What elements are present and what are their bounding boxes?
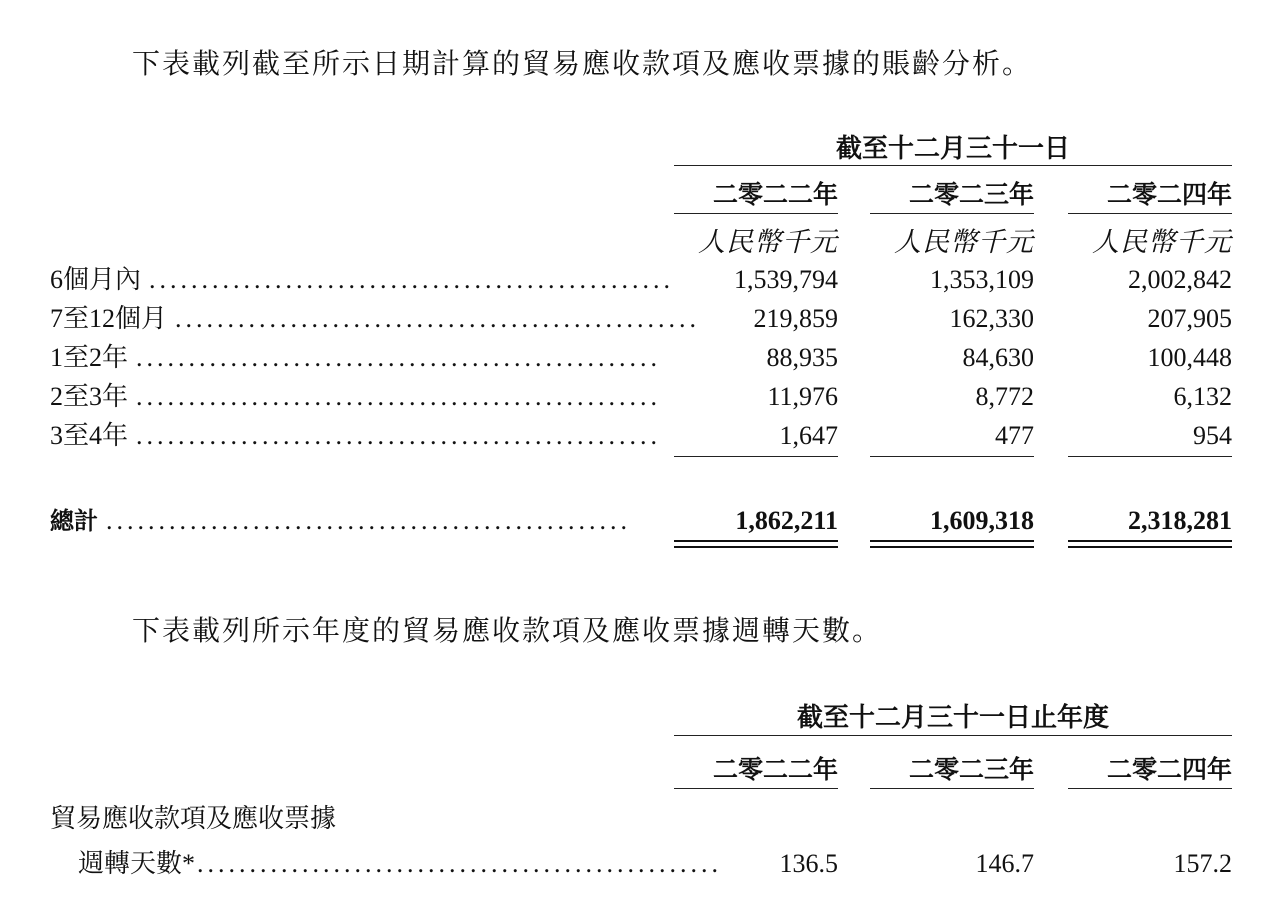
leader-dots: .................................................. xyxy=(136,421,662,450)
cell-2023: 84,630 xyxy=(962,343,1034,372)
year-rule xyxy=(1068,213,1232,214)
aging-year-2023: 二零二三年 xyxy=(908,180,1034,209)
total-2024: 2,318,281 xyxy=(1128,506,1232,535)
cell-2023: 162,330 xyxy=(949,304,1034,333)
aging-header-rule xyxy=(674,165,1232,166)
aging-year-2024: 二零二四年 xyxy=(1106,180,1232,209)
turnover-label-row xyxy=(50,801,1234,839)
total-label: 總計 xyxy=(50,507,106,535)
total-2023: 1,609,318 xyxy=(930,506,1034,535)
cell-2024: 207,905 xyxy=(1147,304,1232,333)
subtotal-rule xyxy=(870,456,1034,457)
row-label: 1至2年 xyxy=(50,343,136,372)
year-rule xyxy=(674,788,838,789)
turnover-intro-text: 下表載列所示年度的貿易應收款項及應收票據週轉天數。 xyxy=(132,616,883,647)
cell-2023: 1,353,109 xyxy=(930,265,1034,294)
year-rule xyxy=(674,213,838,214)
cell-2022: 219,859 xyxy=(753,304,838,333)
subtotal-rule xyxy=(674,456,838,457)
turnover-period-header: 截至十二月三十一日止年度 xyxy=(796,703,1109,733)
turnover-year-2023: 二零二三年 xyxy=(908,755,1034,784)
total-double-rule xyxy=(674,540,838,548)
total-double-rule xyxy=(1068,540,1232,548)
cell-2024: 954 xyxy=(1193,421,1232,450)
year-rule xyxy=(870,788,1034,789)
table-row xyxy=(50,301,1234,339)
cell-2022: 88,935 xyxy=(766,343,838,372)
row-label: 6個月內 xyxy=(50,265,149,294)
turnover-label-line2: 週轉天數* xyxy=(78,849,196,878)
turnover-header-rule xyxy=(674,735,1232,736)
turnover-value-row xyxy=(50,846,1234,884)
aging-year-2022: 二零二二年 xyxy=(712,180,838,209)
leader-dots: .................................................. xyxy=(106,506,631,535)
row-label: 2至3年 xyxy=(50,382,136,411)
leader-dots: .................................................. xyxy=(149,265,675,294)
table-row xyxy=(50,262,1234,300)
row-label: 7至12個月 xyxy=(50,304,175,333)
total-2022: 1,862,211 xyxy=(735,506,838,535)
leader-dots: .................................................. xyxy=(197,849,723,878)
cell-2024: 100,448 xyxy=(1147,343,1232,372)
year-rule xyxy=(1068,788,1232,789)
row-label: 3至4年 xyxy=(50,421,136,450)
total-row xyxy=(50,503,1234,541)
cell-2023: 8,772 xyxy=(975,382,1034,411)
table-row xyxy=(50,340,1234,378)
turnover-2022: 136.5 xyxy=(779,849,838,878)
turnover-year-2022: 二零二二年 xyxy=(712,755,838,784)
subtotal-rule xyxy=(1068,456,1232,457)
leader-dots: .................................................. xyxy=(175,304,701,333)
year-rule xyxy=(870,213,1034,214)
cell-2022: 1,647 xyxy=(779,421,838,450)
cell-2023: 477 xyxy=(995,421,1034,450)
turnover-2023: 146.7 xyxy=(975,849,1034,878)
turnover-label-line1: 貿易應收款項及應收票據 xyxy=(50,804,344,833)
leader-dots: .................................................. xyxy=(136,382,662,411)
turnover-year-2024: 二零二四年 xyxy=(1106,755,1232,784)
cell-2022: 11,976 xyxy=(767,382,838,411)
cell-2024: 6,132 xyxy=(1173,382,1232,411)
aging-intro-text: 下表載列截至所示日期計算的貿易應收款項及應收票據的賬齡分析。 xyxy=(132,49,1033,80)
table-row xyxy=(50,379,1234,417)
table-row xyxy=(50,418,1234,456)
total-double-rule xyxy=(870,540,1034,548)
cell-2024: 2,002,842 xyxy=(1128,265,1232,294)
unit-label: 人民幣千元 xyxy=(894,227,1034,257)
unit-label: 人民幣千元 xyxy=(698,227,838,257)
turnover-2024: 157.2 xyxy=(1173,849,1232,878)
leader-dots: .................................................. xyxy=(136,343,662,372)
unit-label: 人民幣千元 xyxy=(1092,227,1232,257)
cell-2022: 1,539,794 xyxy=(734,265,838,294)
aging-period-header: 截至十二月三十一日 xyxy=(835,134,1070,164)
